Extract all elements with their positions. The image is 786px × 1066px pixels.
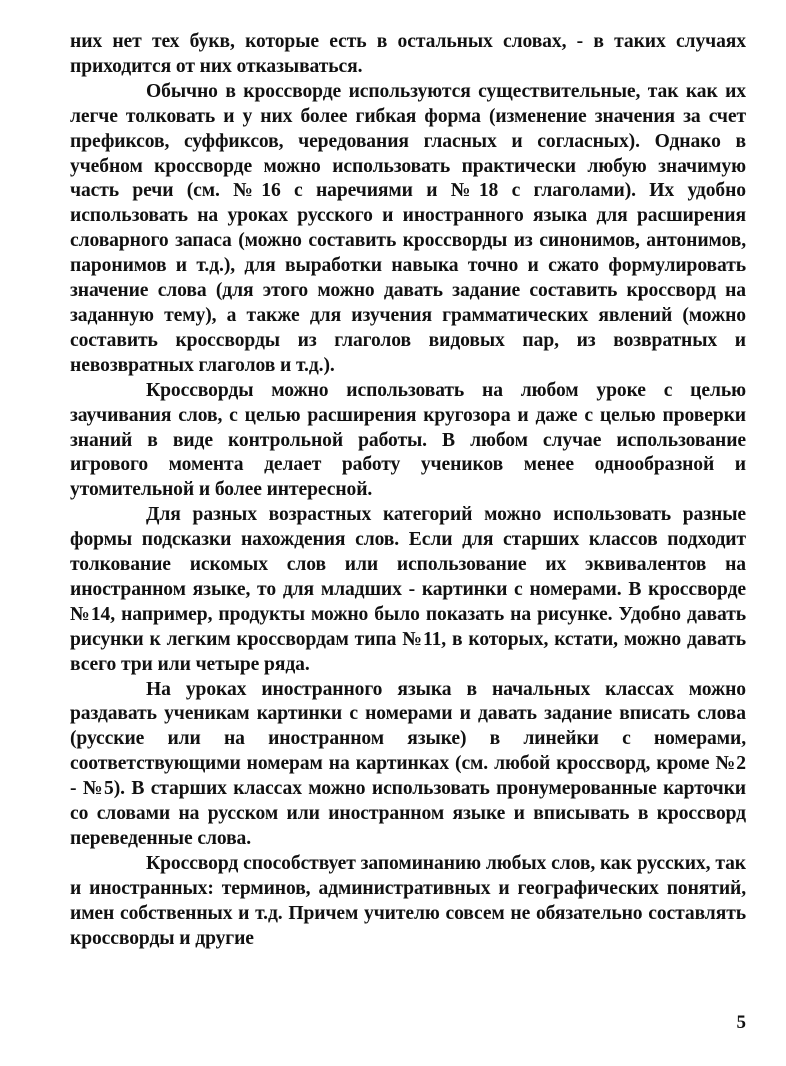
paragraph-3: Кроссворды можно использовать на любом уроке с целью заучивания слов, с целью расширения кругозора и даже с целью проверки знаний в виде контрольной работы. В любом случае использование игрового момента делает работу учеников менее однообразной и утомительной и более интересной. xyxy=(70,379,746,501)
page-body xyxy=(70,30,746,952)
paragraph-4: Для разных возрастных категорий можно использовать разные формы подсказки нахождения слов. Если для старших классов подходит толкование искомых слов или использование их эквивалентов на иностранном языке, то для младших - картинки с номерами. В кроссворде №14, например, продукты можно было показать на рисунке. Удобно давать рисунки к легким кроссвордам типа №11, в которых, кстати, можно давать всего три или четыре ряда. xyxy=(70,504,746,675)
page-number: 5 xyxy=(736,1012,746,1033)
paragraph-6: Кроссворд способствует запоминанию любых слов, как русских, так и иностранных: терминов, административных и географических понятий, имен собственных и т.д. Причем учителю совсем не обязательно составлять кроссворды и другие xyxy=(70,852,746,949)
paragraph-1: них нет тех букв, которые есть в остальных словах, - в таких случаях приходится от них отказываться. xyxy=(70,31,746,77)
paragraph-5: На уроках иностранного языка в начальных классах можно раздавать ученикам картинки с номерами и давать задание вписать слова (русские или на иностранном языке) в линейки с номерами, соответствующими номерам на картинках (см. любой кроссворд, кроме №2 - №5). В старших классах можно использовать пронумерованные карточки со словами на русском или иностранном языке и вписывать в кроссворд переведенные слова. xyxy=(70,678,746,849)
paragraph-2: Обычно в кроссворде используются существительные, так как их легче толковать и у них более гибкая форма (изменение значения за счет префиксов, суффиксов, чередования гласных и согласных). Однако в учебном кроссворде можно использовать практически любую значимую часть речи (см. №16 с наречиями и №18 с глаголами). Их удобно использовать на уроках русского и иностранного языка для расширения словарного запаса (можно составить кроссворды из синонимов, антонимов, паронимов и т.д.), для выработки навыка точно и сжато формулировать значение слова (для этого можно давать задание составить кроссворд на заданную тему), а также для изучения грамматических явлений (можно составить кроссворды из глаголов видовых пар, из возвратных и невозвратных глаголов и т.д.). xyxy=(70,80,746,376)
